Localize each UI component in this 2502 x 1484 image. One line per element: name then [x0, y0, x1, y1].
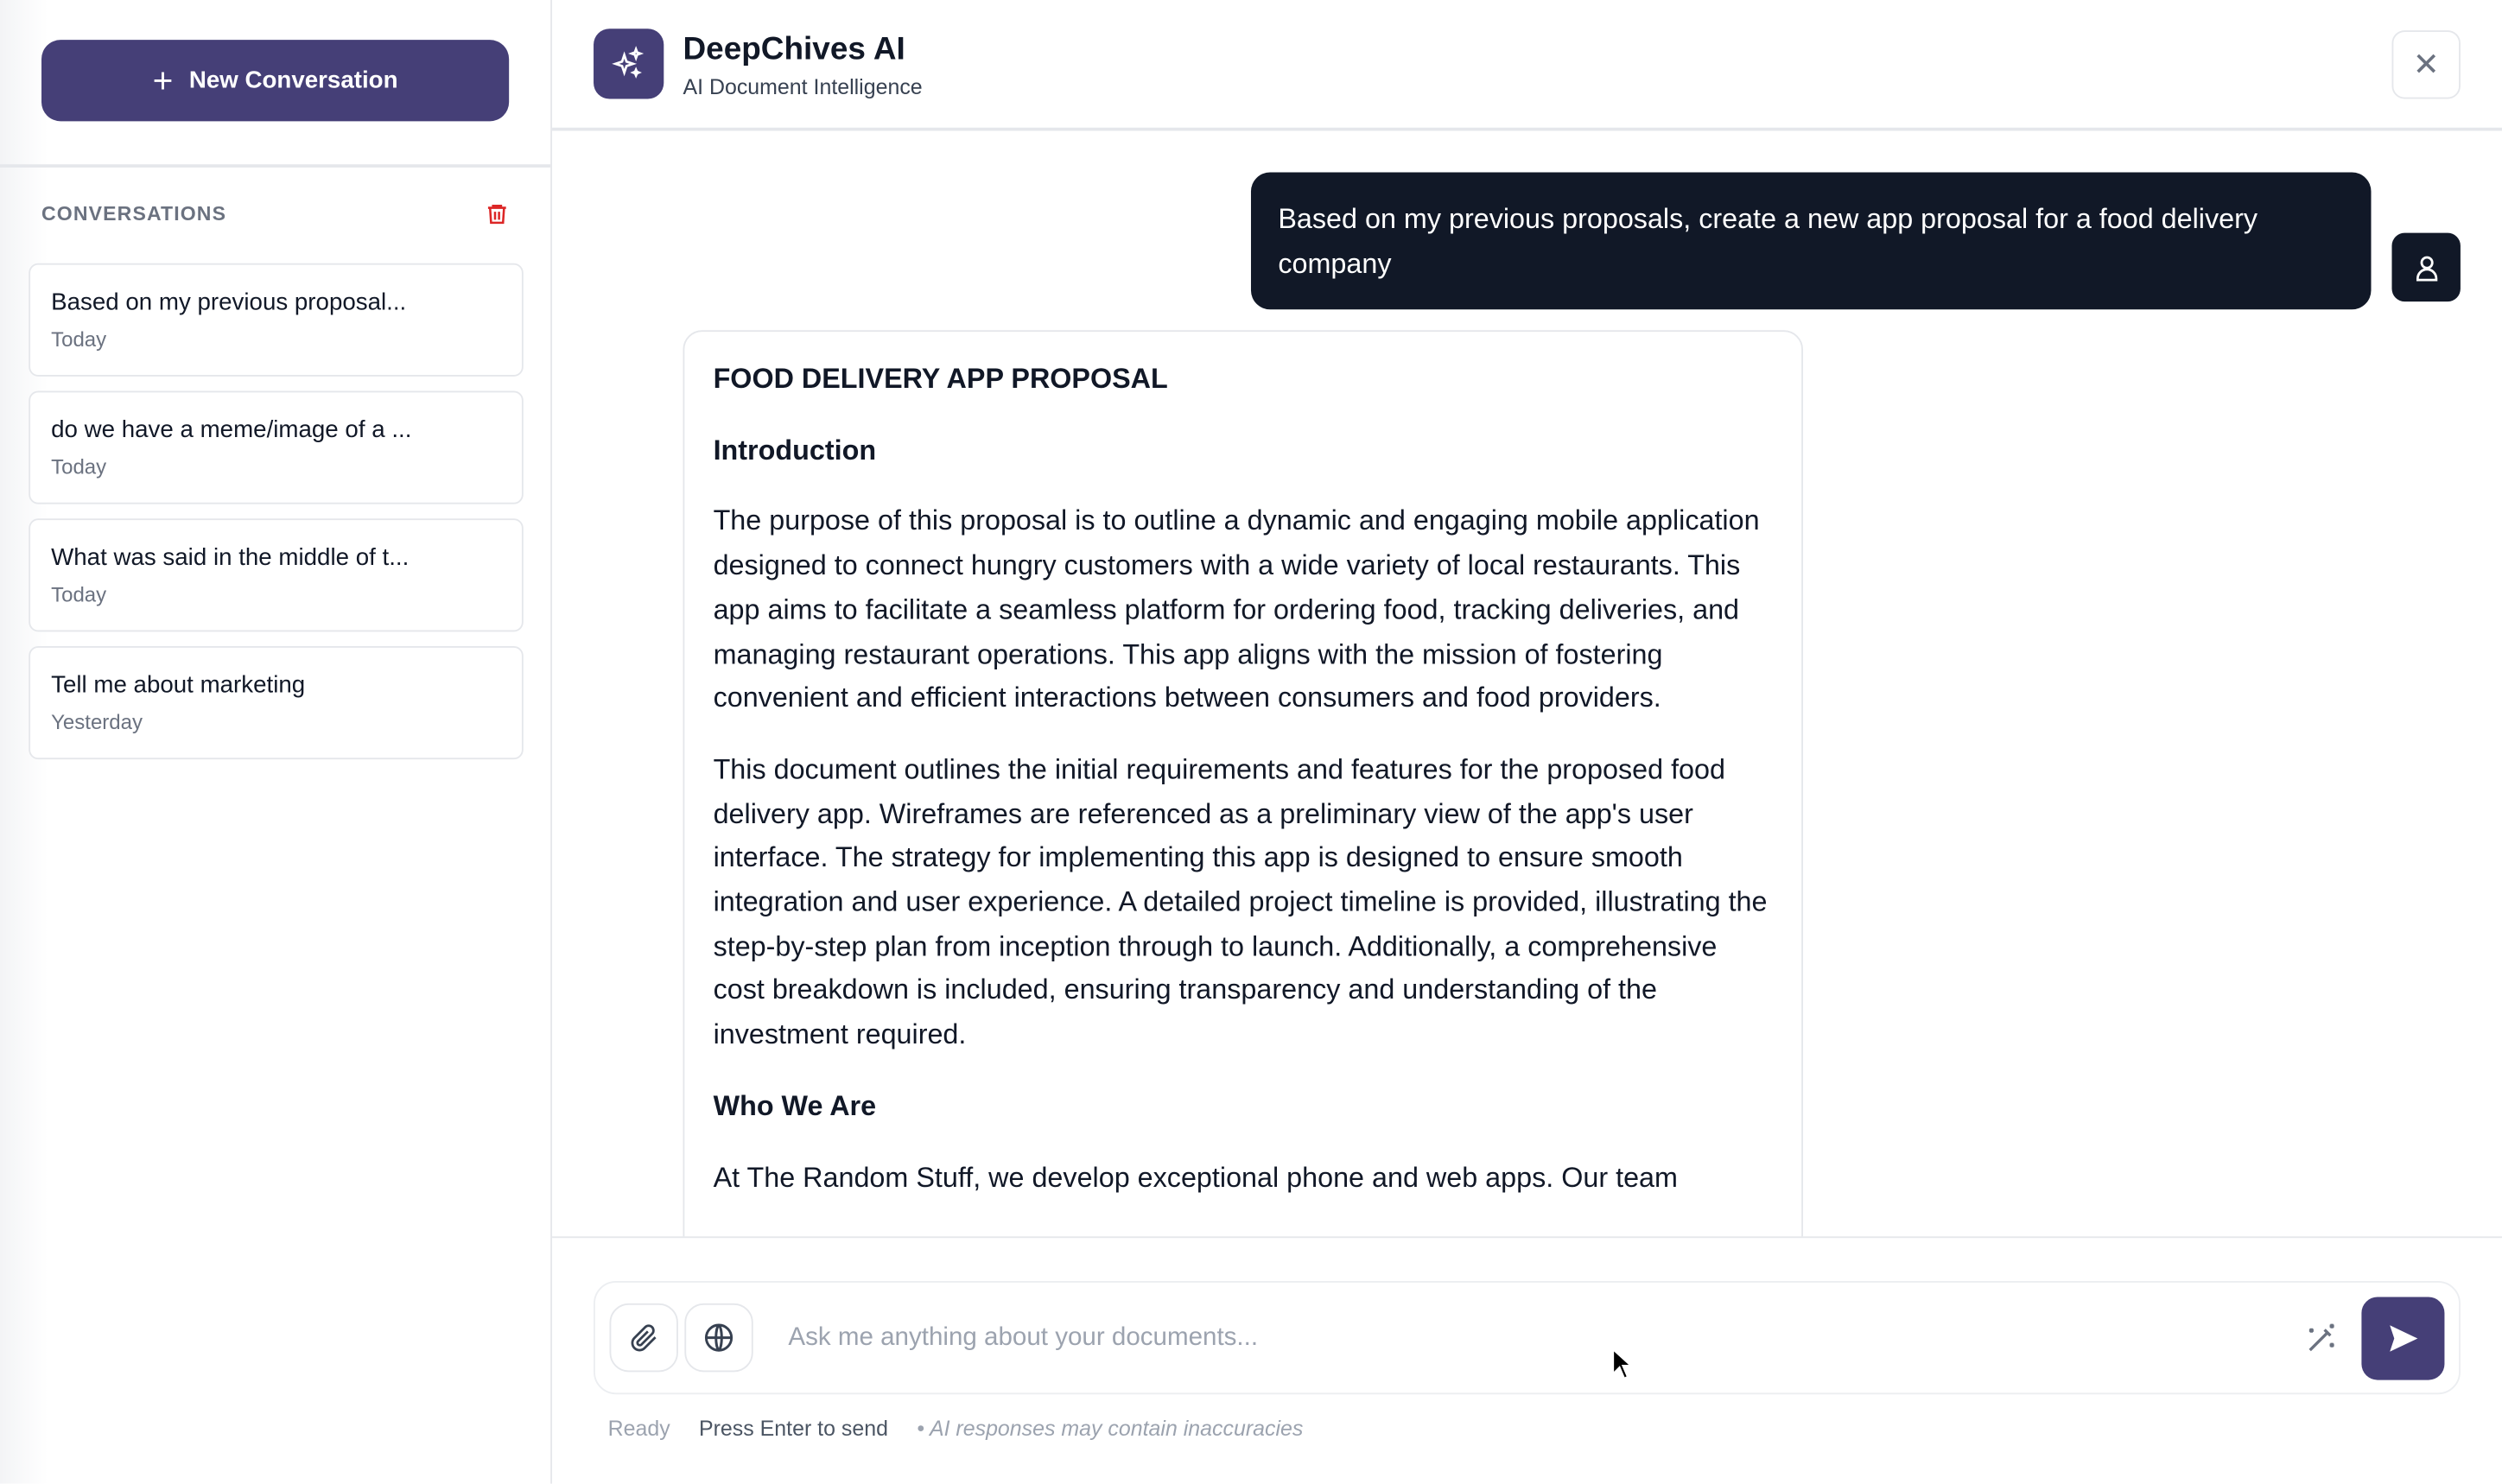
close-icon: ✕ [2412, 48, 2440, 84]
message-input[interactable] [788, 1323, 2304, 1352]
conversation-title: Based on my previous proposal... [51, 289, 407, 316]
close-button[interactable] [2392, 30, 2461, 98]
status-warning: • AI responses may contain inaccuracies [917, 1417, 1304, 1441]
ai-message [683, 330, 1803, 1238]
status-bar [608, 1417, 1304, 1441]
app-title: DeepChives AI [683, 31, 905, 67]
section-heading: Introduction [713, 433, 877, 466]
conversation-title: What was said in the middle of t... [51, 543, 410, 572]
composer [594, 1281, 2461, 1394]
send-button[interactable] [2361, 1297, 2444, 1379]
new-conversation-button[interactable] [41, 40, 509, 121]
conversation-date: Yesterday [51, 709, 143, 734]
new-conversation-label: New Conversation [188, 67, 398, 94]
user-message: Based on my previous proposals, create a new app proposal for a food delivery company [1251, 172, 2372, 309]
conversation-date: Today [51, 582, 107, 606]
globe-icon [703, 1322, 733, 1353]
conversation-item[interactable] [29, 518, 524, 631]
magic-wand-icon[interactable] [2304, 1320, 2340, 1355]
user-avatar-icon [2392, 233, 2461, 301]
paragraph: This document outlines the initial requirements and features for the proposed food delivery app. Wireframes are referenced as a preliminary view of the app's user interface. The strategy for implementing this app is designed to ensure smooth integration and user experience. A detailed project timeline is provided, illustrating the step-by-step plan from inception through to launch. Additionally, a comprehensive cost breakdown is included, ensuring transparency and understanding of the investment required. [713, 752, 1768, 1050]
conversation-title: do we have a meme/image of a ... [51, 416, 412, 444]
status-hint: Press Enter to send [698, 1417, 888, 1441]
conversation-item[interactable] [29, 390, 524, 504]
conversations-title: CONVERSATIONS [41, 202, 227, 225]
attach-button[interactable] [610, 1303, 678, 1372]
conversation-list [29, 263, 524, 774]
header [552, 0, 2502, 130]
status-state: Ready [607, 1417, 670, 1441]
send-icon [2385, 1320, 2421, 1355]
section-heading: Who We Are [713, 1089, 877, 1122]
conversation-item[interactable] [29, 263, 524, 377]
paragraph: The purpose of this proposal is to outline a dynamic and engaging mobile application designed to connect hungry customers with a wide variety of local restaurants. This app aims to facilitate a seamless platform for ordering food, tracking deliveries, and managing restaurant operations. This app aligns with the mission of fostering convenient and efficient interactions between consumers and food providers. [713, 504, 1760, 713]
app-subtitle: AI Document Intelligence [683, 74, 923, 99]
conversation-date: Today [51, 454, 107, 479]
trash-icon[interactable] [485, 201, 509, 227]
conversation-item[interactable] [29, 646, 524, 759]
conversations-header [41, 201, 509, 227]
chat-area[interactable] [552, 130, 2502, 1238]
plus-icon: + [152, 60, 174, 100]
mouse-cursor-icon [1611, 1348, 1634, 1380]
web-search-button[interactable] [684, 1303, 753, 1372]
conversation-title: Tell me about marketing [51, 671, 306, 699]
sparkles-icon [594, 29, 664, 98]
paperclip-icon [630, 1323, 658, 1352]
sidebar [0, 0, 552, 1484]
conversation-date: Today [51, 327, 107, 352]
proposal-title: FOOD DELIVERY APP PROPOSAL [713, 362, 1168, 395]
main-panel [552, 0, 2502, 1484]
divider [0, 164, 550, 168]
paragraph: At The Random Stuff, we develop exceptional phone and web apps. Our team [713, 1160, 1678, 1193]
